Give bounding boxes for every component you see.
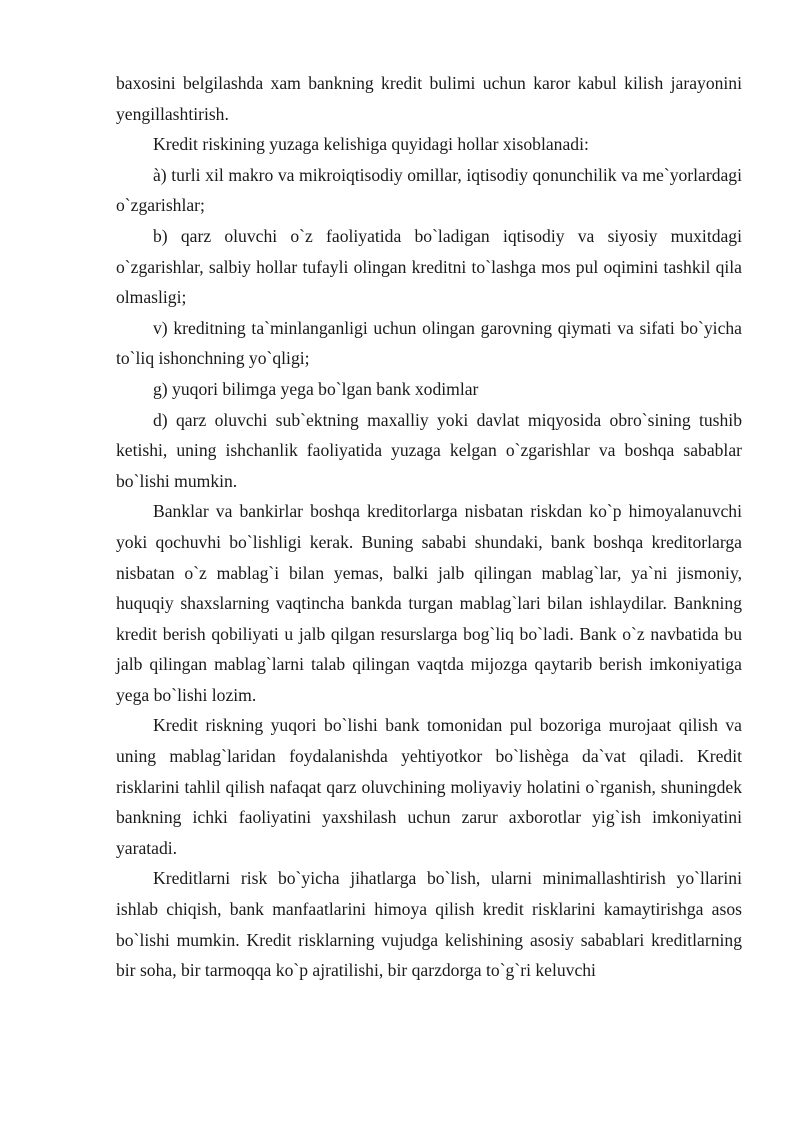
document-page [116, 68, 742, 986]
list-item-v: v) kreditning ta`minlanganligi uchun olingan garovning qiymati va sifati bo`yicha to`liq ishonchning yo`qligi; [116, 317, 742, 369]
list-item-a: à) turli xil makro va mikroiqtisodiy omillar, iqtisodiy qonunchilik va me`yorlardagi o`zgarishlar; [116, 164, 742, 216]
paragraph-continuation: baxosini belgilashda xam bankning kredit bulimi uchun karor kabul kilish jarayonini yengillashtirish. [116, 73, 742, 124]
paragraph-credit-risk-division: Kreditlarni risk bo`yicha jihatlarga bo`lish, ularni minimallashtirish yo`llarini ishlab chiqish, bank manfaatlarini himoya qilish kredit risklarini kamaytirishga asos bo`lishi mumkin. Kredit risklarning vujudga kelishining asosiy sabablari kreditlarning bir soha, bir tarmoqqa ko`p ajratilishi, bir qarzdorga to`g`ri keluvchi [116, 868, 742, 981]
paragraph-banks-and-bankers: Banklar va bankirlar boshqa kreditorlarga nisbatan riskdan ko`p himoyalanuvchi yoki qochuvhi bo`lishligi kerak. Buning sababi shundaki, bank boshqa kreditorlarga nisbatan o`z mablag`i bilan yemas, balki jalb qilingan mablag`lar, ya`ni jismoniy, huquqiy shaxslarning vaqtincha bankda turgan mablag`lari bilan ishlaydilar. Bankning kredit berish qobiliyati u jalb qilgan resurslarga bog`liq bo`ladi. Bank o`z navbatida bu jalb qilingan mablag`larni talab qilingan vaqtda mijozga qaytarib berish imkoniyatiga yega bo`lishi lozim. [116, 501, 742, 705]
list-item-d: d) qarz oluvchi sub`ektning maxalliy yoki davlat miqyosida obro`sining tushib ketishi, uning ishchanlik faoliyatida yuzaga kelgan o`zgarishlar va boshqa sabablar bo`lishi mumkin. [116, 409, 742, 491]
list-item-g: g) yuqori bilimga yega bo`lgan bank xodimlar [153, 378, 479, 399]
paragraph-high-credit-risk: Kredit riskning yuqori bo`lishi bank tomonidan pul bozoriga murojaat qilish va uning mablag`laridan foydalanishda yehtiyotkor bo`lishèga da`vat qiladi. Kredit risklarini tahlil qilish nafaqat qarz oluvchining moliyaviy holatini o`rganish, shuningdek bankning ichki faoliyatini yaxshilash uchun zarur axborotlar yig`ish imkoniyatini yaratadi. [116, 715, 742, 858]
list-item-b: b) qarz oluvchi o`z faoliyatida bo`ladigan iqtisodiy va siyosiy muxitdagi o`zgarishlar, salbiy hollar tufayli olingan kreditni to`lashga mos pul oqimini tashkil qila olmasligi; [116, 225, 742, 308]
paragraph-credit-risk-causes-intro: Kredit riskining yuzaga kelishiga quyidagi hollar xisoblanadi: [153, 134, 589, 155]
